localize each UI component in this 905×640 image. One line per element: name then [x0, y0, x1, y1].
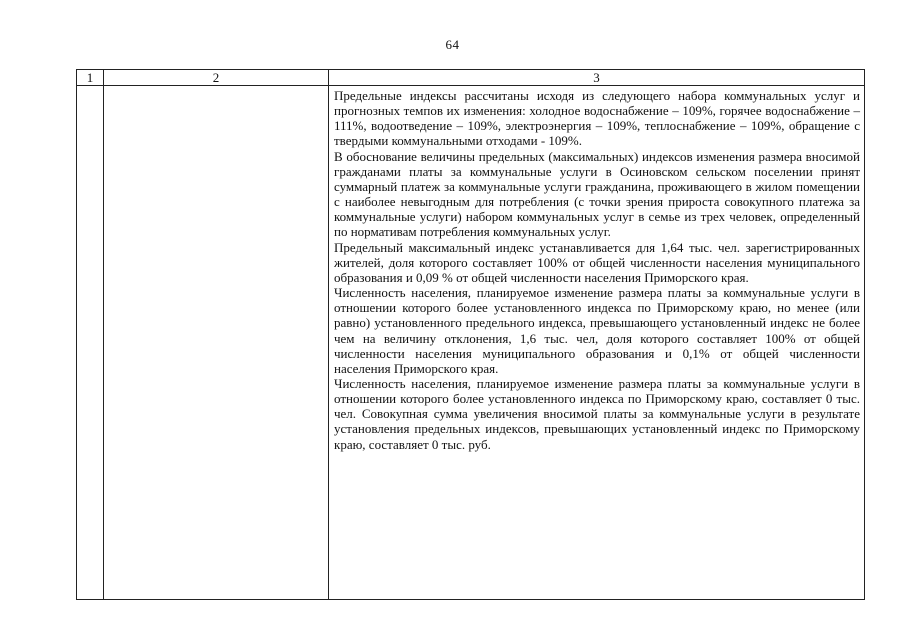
column-header-3: 3 — [329, 70, 865, 86]
paragraph-population-above: Численность населения, планируемое изменение размера платы за коммунальные услуги в отношении которого более установленного индекса по Приморскому краю, составляет 0 тыс. чел. Совокупная сумма увеличения вносимой платы за коммунальные услуги в результате установления предельных индексов, превышающих установленный индекс по Приморскому краю, составляет 0 тыс. руб. — [334, 375, 860, 452]
column-2-cell — [104, 86, 329, 600]
paragraph-index-set: Предельные индексы рассчитаны исходя из следующего набора коммунальных услуг и прогнозных темпов их изменения: холодное водоснабжение – 109%, горячее водоснабжение – 111%, водоотведение – 109%, электроэнергия – 109%, теплоснабжение – 109%, обращение с твердыми коммунальными отходами - 109%. — [334, 88, 860, 149]
paragraph-population-deviation: Численность населения, планируемое изменение размера платы за коммунальные услуги в отношении которого более установленного индекса по Приморскому краю, но менее (или равно) установленного предельного индекса, превышающего установленный индекс не более чем на величину отклонения, 1,6 тыс. чел, доля которого составляет 100% от общей численности населения муниципального образования и 0,1% от общей численности населения Приморского края. — [334, 285, 860, 376]
page-number: 64 — [445, 37, 460, 52]
table-header-row — [77, 70, 865, 86]
paragraph-max-index: Предельный максимальный индекс устанавливается для 1,64 тыс. чел. зарегистрированных жителей, доля которого составляет 100% от общей численности населения муниципального образования и 0,09 % от общей численности населения Приморского края. — [334, 239, 860, 285]
paragraph-justification: В обоснование величины предельных (максимальных) индексов изменения размера вносимой гражданами платы за коммунальные услуги в Осиновском сельском поселении принят суммарный платеж за коммунальные услуги гражданина, проживающего в жилом помещении с наиболее невыгодным для потребления (с точки зрения прироста совокупного платежа за коммунальные услуги) набором коммунальных услуг в семье из трех человек, определенный по нормативам потребления коммунальных услуг. — [334, 148, 860, 240]
column-header-1: 1 — [77, 70, 104, 86]
column-1-cell — [77, 86, 104, 600]
table-row — [77, 86, 865, 600]
document-table — [76, 69, 865, 600]
column-3-cell — [329, 86, 865, 600]
column-header-2: 2 — [104, 70, 329, 86]
